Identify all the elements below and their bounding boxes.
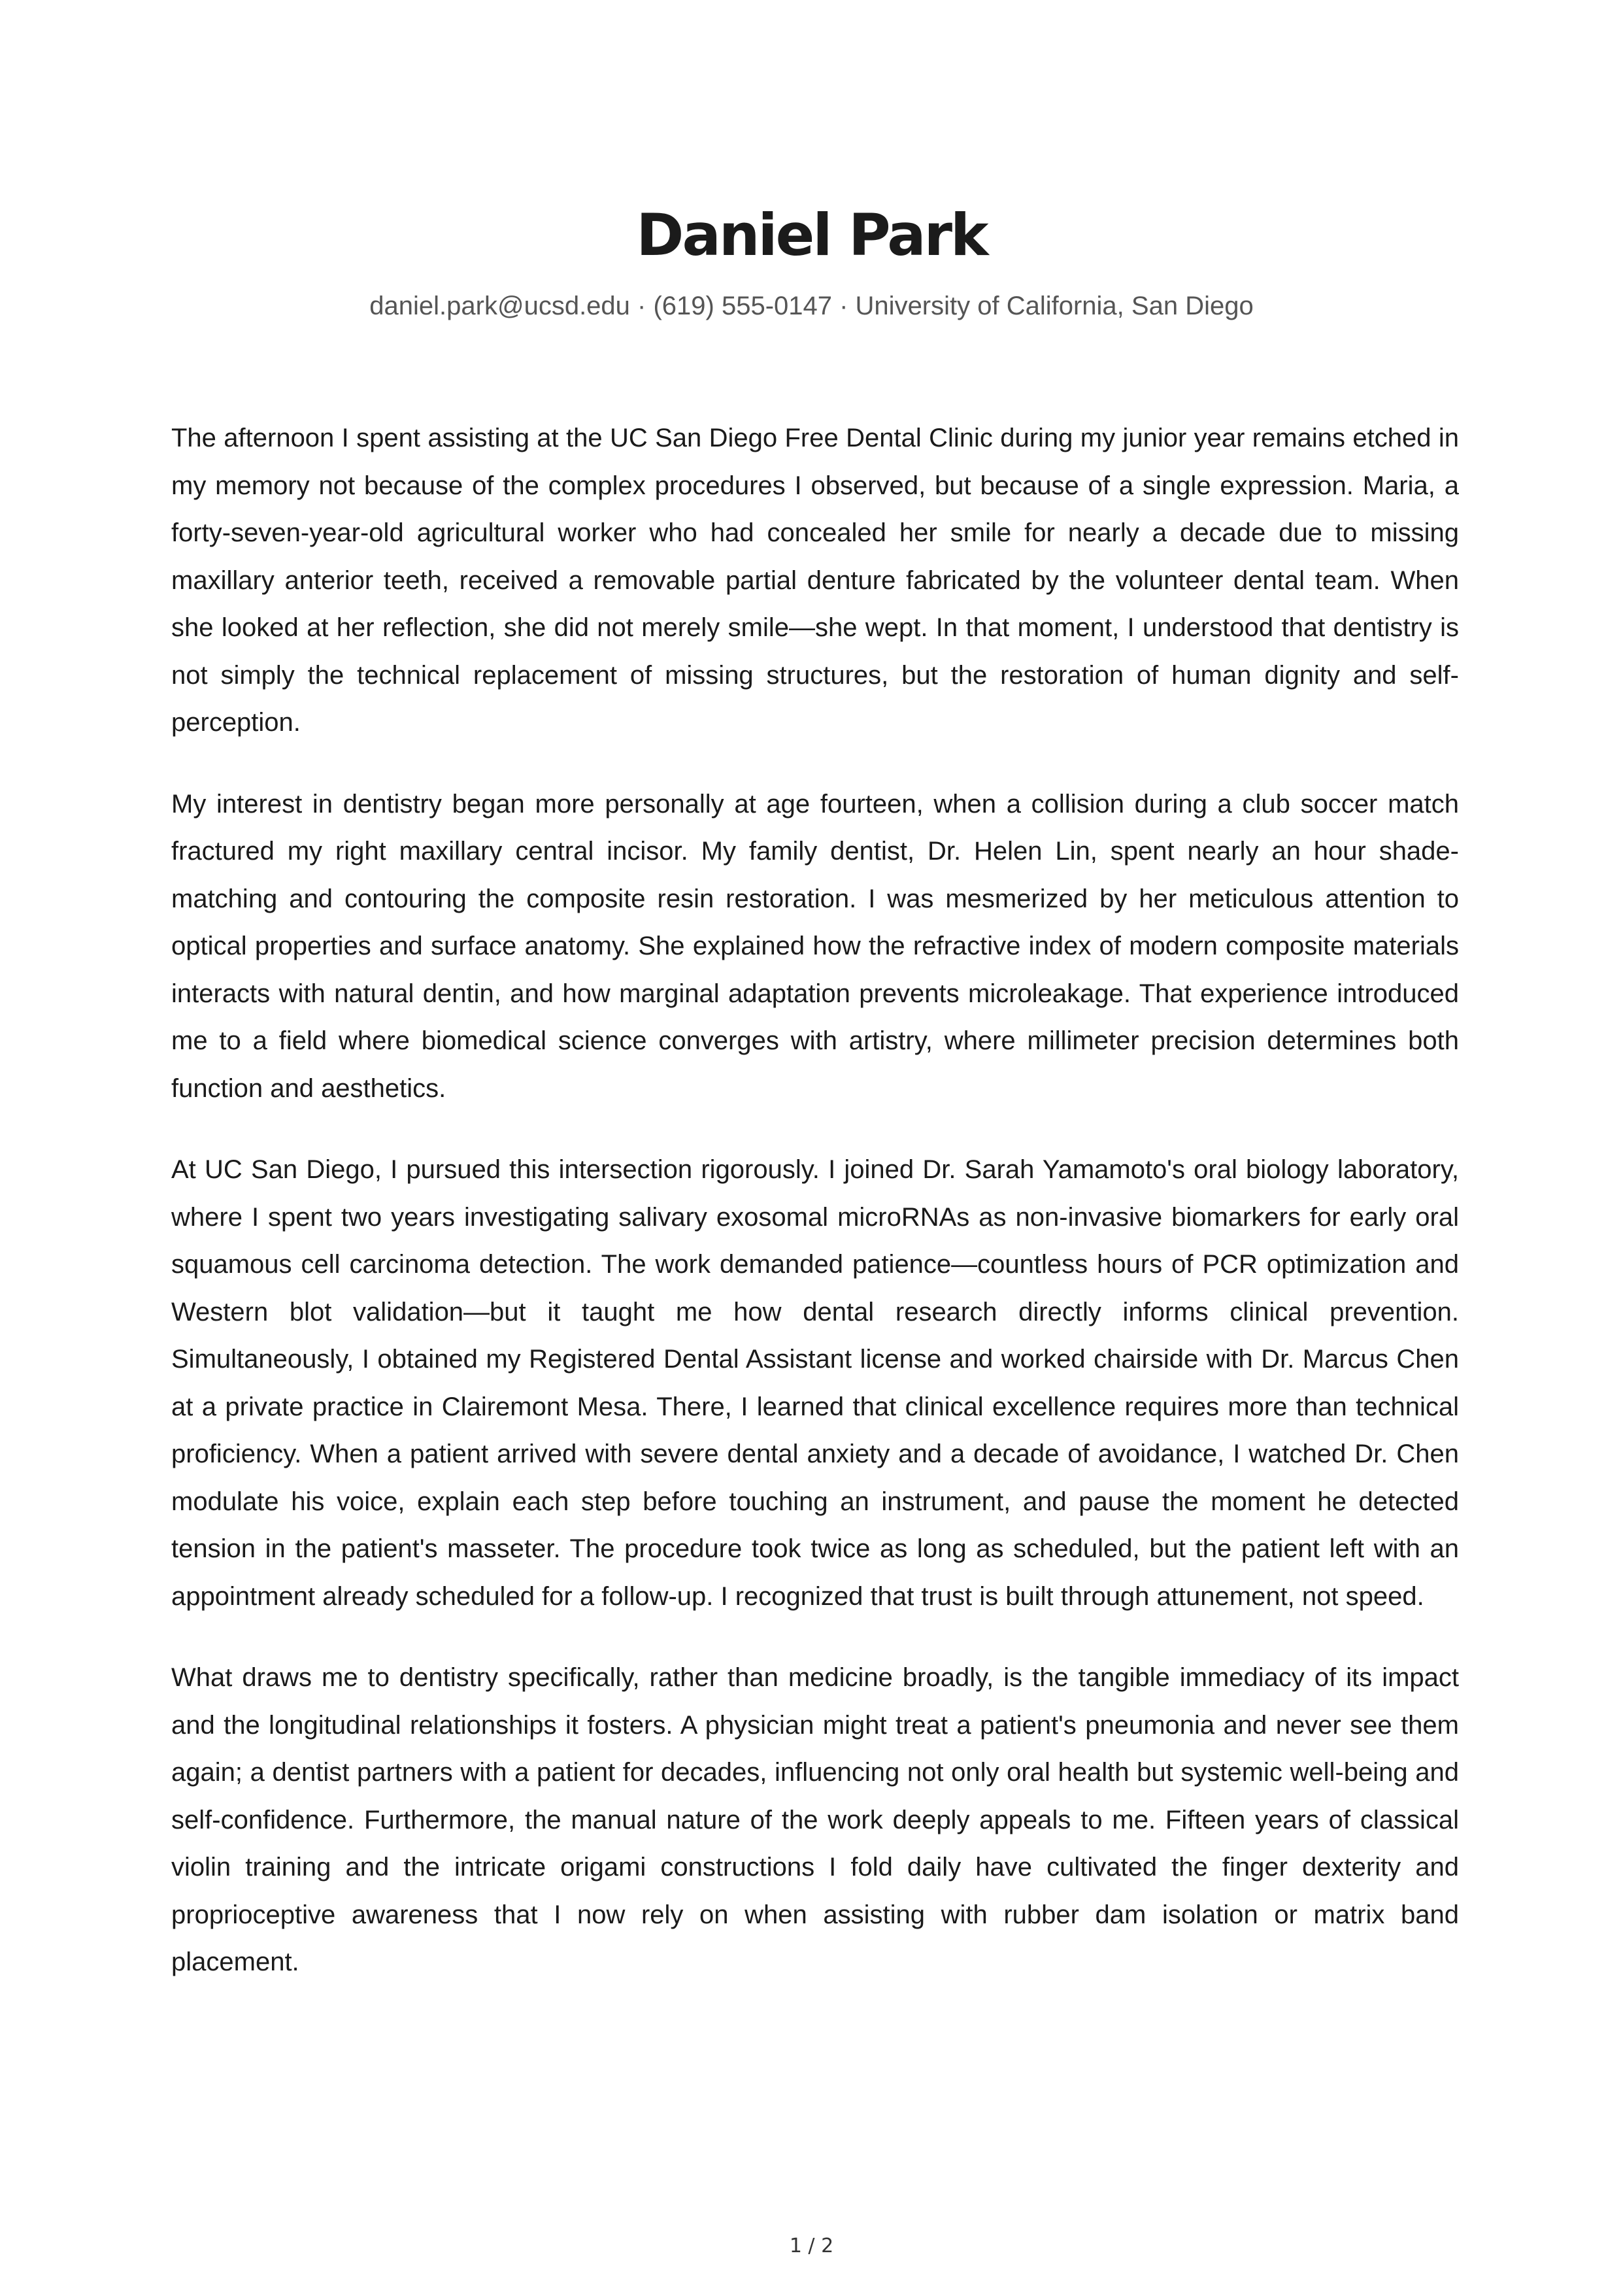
essay-body — [171, 414, 1459, 2020]
page-number: 1 / 2 — [789, 2235, 834, 2257]
essay-paragraph-2: My interest in dentistry began more personally at age fourteen, when a collision during a club soccer match fractured my right maxillary central incisor. My family dentist, Dr. Helen Lin, spent nearly an hour shade-matching and contouring the composite resin restoration. I was mesmerized by her meticulous attention to optical properties and surface anatomy. She explained how the refractive index of modern composite materials interacts with natural dentin, and how marginal adaptation prevents microleakage. That experience introduced me to a field where biomedical science converges with artistry, where millimeter precision determines both function and aesthetics. — [171, 789, 1459, 1103]
author-name: Daniel Park — [636, 201, 987, 269]
essay-paragraph-1: The afternoon I spent assisting at the UC San Diego Free Dental Clinic during my junior year remains etched in my memory not because of the complex procedures I observed, but because of a single expression. Maria, a forty-seven-year-old agricultural worker who had concealed her smile for nearly a decade due to missing maxillary anterior teeth, received a removable partial denture fabricated by the volunteer dental team. When she looked at her reflection, she did not merely smile—she wept. In that moment, I understood that dentistry is not simply the technical replacement of missing structures, but the restoration of human dignity and self-perception. — [171, 424, 1459, 737]
document-header — [0, 196, 1623, 324]
essay-paragraph-3: At UC San Diego, I pursued this intersection rigorously. I joined Dr. Sarah Yamamoto's oral biology laboratory, where I spent two years investigating salivary exosomal microRNAs as non-invasive biomarkers for early oral squamous cell carcinoma detection. The work demanded patience—countless hours of PCR optimization and Western blot validation—but it taught me how dental research directly informs clinical prevention. Simultaneously, I obtained my Registered Dental Assistant license and worked chairside with Dr. Marcus Chen at a private practice in Clairemont Mesa. There, I learned that clinical excellence requires more than technical proficiency. When a patient arrived with severe dental anxiety and a decade of avoidance, I watched Dr. Chen modulate his voice, explain each step before touching an instrument, and pause the moment he detected tension in the patient's masseter. The procedure took twice as long as scheduled, but the patient left with an appointment already scheduled for a follow-up. I recognized that trust is built through attunement, not speed. — [171, 1155, 1459, 1611]
essay-paragraph-4: What draws me to dentistry specifically, rather than medicine broadly, is the tangible immediacy of its impact and the longitudinal relationships it fosters. A physician might treat a patient's pneumonia and never see them again; a dentist partners with a patient for decades, influencing not only oral health but systemic well-being and self-confidence. Furthermore, the manual nature of the work deeply appeals to me. Fifteen years of classical violin training and the intricate origami constructions I fold daily have cultivated the finger dexterity and proprioceptive awareness that I now rely on when assisting with rubber dam isolation or matrix band placement. — [171, 1663, 1459, 1976]
contact-line: daniel.park@ucsd.edu · (619) 555-0147 · University of California, San Diego — [369, 292, 1254, 320]
